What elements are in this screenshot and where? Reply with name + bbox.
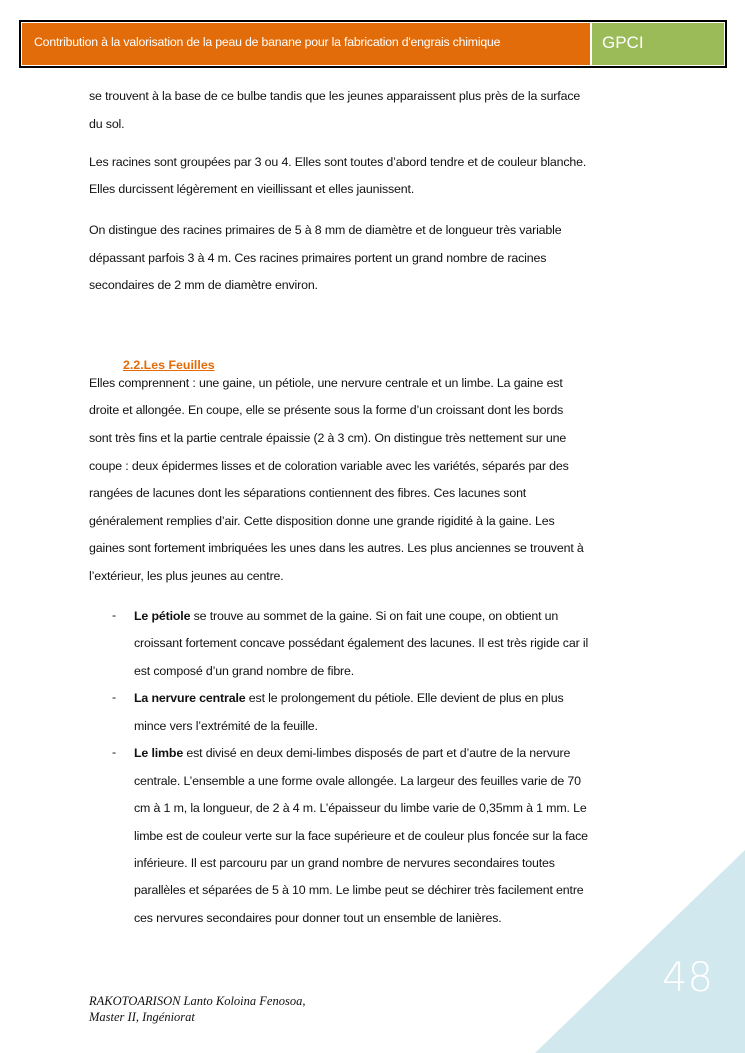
text-line: coupe : deux épidermes lisses et de coloration variable avec les variétés, séparés par des bbox=[89, 459, 569, 473]
page-header bbox=[19, 20, 727, 68]
bullet-line bbox=[134, 608, 558, 624]
bullet-line: cm à 1 m, la longueur, de 2 à 4 m. L’épaisseur du limbe varie de 0,35mm à 1 mm. Le bbox=[134, 801, 587, 815]
bullet-term: Le limbe bbox=[134, 746, 184, 760]
bullet-line: centrale. L’ensemble a une forme ovale allongée. La largeur des feuilles varie de 70 bbox=[134, 774, 581, 788]
bullet-line bbox=[134, 690, 564, 706]
text-line: généralement remplies d’air. Cette disposition donne une grande rigidité à la gaine. Les bbox=[89, 514, 555, 528]
bullet-dash: - bbox=[112, 745, 117, 759]
bullet-term: Le pétiole bbox=[134, 609, 191, 623]
page-number: 48 bbox=[662, 955, 713, 1001]
text-line: Les racines sont groupées par 3 ou 4. Elles sont toutes d’abord tendre et de couleur blanche. bbox=[89, 155, 587, 169]
bullet-dash: - bbox=[112, 608, 117, 622]
bullet-line: parallèles et séparées de 5 à 10 mm. Le limbe peut se déchirer très facilement entre bbox=[134, 883, 584, 897]
bullet-line bbox=[134, 745, 570, 761]
text-line: secondaires de 2 mm de diamètre environ. bbox=[89, 278, 318, 292]
text-line: Elles durcissent légèrement en vieillissant et elles jaunissent. bbox=[89, 182, 415, 196]
text-line: l’extérieur, les plus jeunes au centre. bbox=[89, 569, 284, 583]
text-line: rangées de lacunes dont les séparations contiennent des fibres. Ces lacunes sont bbox=[89, 486, 527, 500]
text-line: dépassant parfois 3 à 4 m. Ces racines primaires portent un grand nombre de racines bbox=[89, 251, 547, 265]
text-line: du sol. bbox=[89, 117, 125, 131]
bullet-line: ces nervures secondaires pour donner tout un ensemble de lanières. bbox=[134, 911, 502, 925]
text-line: se trouvent à la base de ce bulbe tandis que les jeunes apparaissent plus près de la surface bbox=[89, 89, 581, 103]
text-line: sont très fins et la partie centrale épaissie (2 à 3 cm). On distingue très nettement sur une bbox=[89, 431, 567, 445]
footer-author: RAKOTOARISON Lanto Koloina Fenosoa, bbox=[89, 994, 306, 1008]
footer-degree: Master II, Ingéniorat bbox=[89, 1010, 195, 1024]
bullet-text: est le prolongement du pétiole. Elle devient de plus en plus bbox=[245, 691, 564, 705]
header-code: GPCI bbox=[592, 23, 724, 65]
bullet-text: se trouve au sommet de la gaine. Si on fait une coupe, on obtient un bbox=[190, 609, 559, 623]
corner-triangle-decoration bbox=[535, 850, 745, 1053]
text-line: Elles comprennent : une gaine, un pétiole, une nervure centrale et un limbe. La gaine est bbox=[89, 376, 563, 390]
bullet-dash: - bbox=[112, 690, 117, 704]
bullet-line: inférieure. Il est parcouru par un grand nombre de nervures secondaires toutes bbox=[134, 856, 555, 870]
text-line: droite et allongée. En coupe, elle se présente sous la forme d’un croissant dont les bords bbox=[89, 403, 564, 417]
text-line: gaines sont fortement imbriquées les unes dans les autres. Les plus anciennes se trouvent à bbox=[89, 541, 584, 555]
bullet-line: croissant fortement concave possédant également des lacunes. Il est très rigide car il bbox=[134, 636, 589, 650]
text-line: On distingue des racines primaires de 5 à 8 mm de diamètre et de longueur très variable bbox=[89, 223, 562, 237]
bullet-line: mince vers l’extrémité de la feuille. bbox=[134, 719, 318, 733]
section-heading: 2.2.Les Feuilles bbox=[123, 358, 215, 372]
bullet-text: est divisé en deux demi-limbes disposés de part et d’autre de la nervure bbox=[183, 746, 571, 760]
bullet-line: limbe est de couleur verte sur la face supérieure et de couleur plus foncée sur la face bbox=[134, 829, 588, 843]
bullet-term: La nervure centrale bbox=[134, 691, 246, 705]
bullet-line: est composé d’un grand nombre de fibre. bbox=[134, 664, 355, 678]
header-title: Contribution à la valorisation de la peau de banane pour la fabrication d'engrais chimique bbox=[22, 23, 590, 65]
